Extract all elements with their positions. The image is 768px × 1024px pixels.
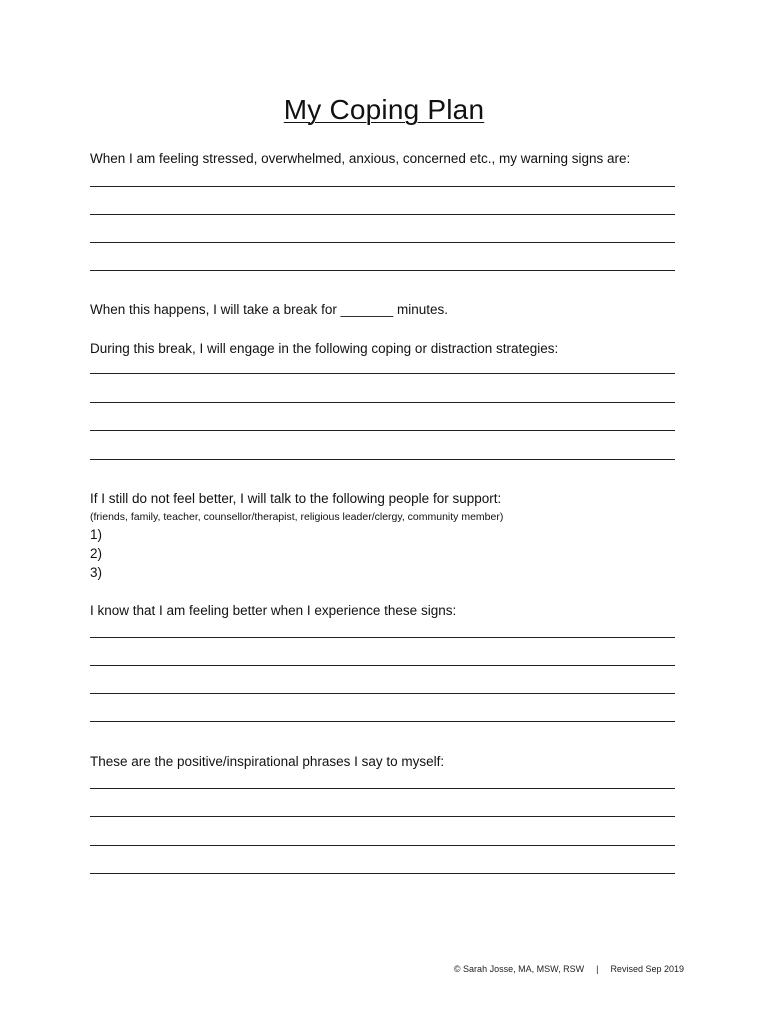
feeling-better-line-4[interactable] [90,721,675,722]
break-sentence [90,302,448,317]
warning-signs-line-2[interactable] [90,214,675,215]
feeling-better-line-1[interactable] [90,637,675,638]
support-item-3[interactable]: 3) [90,565,103,580]
page-title: My Coping Plan [283,94,485,125]
strategies-line-3[interactable] [90,430,675,431]
phrases-line-4[interactable] [90,873,675,874]
strategies-line-2[interactable] [90,402,675,403]
feeling-better-line-2[interactable] [90,665,675,666]
strategies-line-1[interactable] [90,373,675,374]
feeling-better-line-3[interactable] [90,693,675,694]
footer-revised: Revised Sep 2019 [610,964,684,974]
feeling-better-prompt: I know that I am feeling better when I experience these signs: [90,603,457,618]
footer [454,964,684,974]
warning-signs-line-4[interactable] [90,270,675,271]
support-item-1[interactable]: 1) [90,527,103,542]
support-item-2[interactable]: 2) [90,546,103,561]
warning-signs-line-1[interactable] [90,186,675,187]
warning-signs-prompt: When I am feeling stressed, overwhelmed, anxious, concerned etc., my warning signs are: [90,151,631,166]
phrases-line-1[interactable] [90,788,675,789]
support-note: (friends, family, teacher, counsellor/therapist, religious leader/clergy, community member) [90,511,504,523]
phrases-prompt: These are the positive/inspirational phrases I say to myself: [90,754,445,769]
strategies-line-4[interactable] [90,459,675,460]
phrases-line-2[interactable] [90,816,675,817]
strategies-prompt: During this break, I will engage in the following coping or distraction strategies: [90,341,559,356]
footer-author: © Sarah Josse, MA, MSW, RSW [453,964,585,974]
break-sentence-end: minutes. [393,302,448,317]
support-prompt: If I still do not feel better, I will talk to the following people for support: [90,491,502,506]
break-sentence-start: When this happens, I will take a break for [90,302,341,317]
footer-separator: | [596,964,599,974]
break-minutes-blank[interactable]: _______ [340,302,394,317]
warning-signs-line-3[interactable] [90,242,675,243]
phrases-line-3[interactable] [90,845,675,846]
